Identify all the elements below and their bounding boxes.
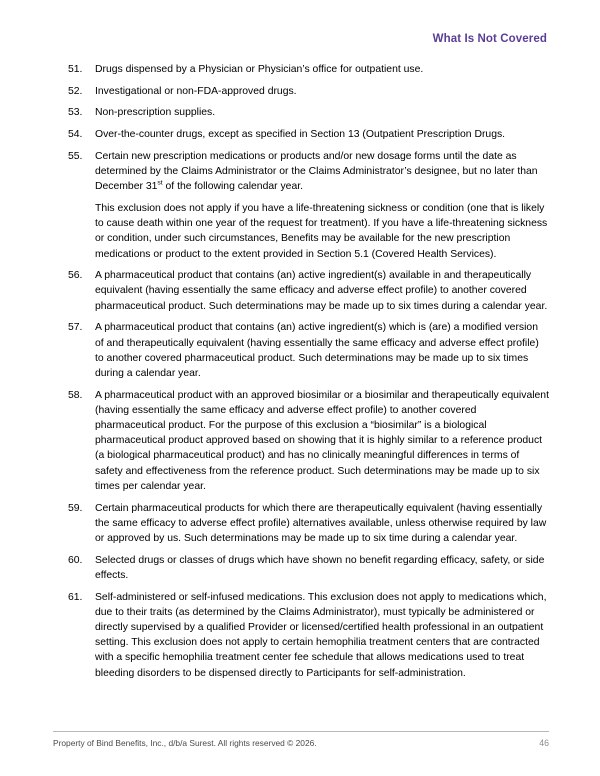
page-header-title: What Is Not Covered [432, 33, 547, 45]
exclusions-list [53, 62, 549, 687]
list-item [53, 501, 549, 547]
list-item-number: 52. [68, 85, 83, 97]
page-footer [53, 731, 549, 748]
list-item-body [95, 84, 549, 99]
list-item-number: 53. [68, 107, 83, 119]
list-item [53, 127, 549, 142]
list-item-text: Investigational or non-FDA-approved drugs. [95, 85, 297, 97]
list-item-number: 56. [68, 270, 83, 282]
footer-page-number: 46 [539, 738, 549, 748]
list-item [53, 388, 549, 494]
list-item-text: Over-the-counter drugs, except as specified in Section 13 (Outpatient Prescription Drugs. [95, 129, 506, 141]
list-item-body [95, 553, 549, 583]
list-item-number: 51. [68, 64, 83, 75]
list-item-number: 58. [68, 389, 83, 401]
list-item-body [95, 590, 549, 681]
list-item-number: 54. [68, 129, 83, 141]
list-item [53, 553, 549, 583]
list-item [53, 105, 549, 120]
footer-copyright: Property of Bind Benefits, Inc., d/b/a Surest. All rights reserved © 2026. [53, 738, 317, 748]
list-item [53, 268, 549, 314]
list-item-number: 57. [68, 322, 83, 334]
list-item-number: 59. [68, 502, 83, 514]
list-item-body [95, 268, 549, 314]
list-item-body [95, 501, 549, 547]
list-item [53, 320, 549, 381]
list-item-body [95, 388, 549, 494]
list-item [53, 149, 549, 262]
list-item-number: 60. [68, 554, 83, 566]
list-item [53, 84, 549, 99]
list-item-text: A pharmaceutical product with an approved biosimilar or a biosimilar and therapeutically equivalent (having essentially the same efficacy and adverse effect profile) to another covered pharmaceutical product. For the purpose of this exclusion a “biosimilar” is a biological pharmaceutical product approved based on showing that it is highly similar to a reference product (a biological pharmaceutical product) and has no clinically meaningful differences in terms of safety and effectiveness from the reference product. Such determinations may be made up to six times per calendar year. [95, 389, 549, 492]
list-item-number: 61. [68, 591, 83, 603]
list-item-text: Certain new prescription medications or products and/or new dosage forms until the date as determined by the Claims Administrator or the Claims Administrator’s designee, but no later than December 31st of the following calendar year. [95, 150, 538, 193]
list-item-subparagraph: This exclusion does not apply if you have a life-threatening sickness or condition (one that is likely to cause death within one year of the request for treatment). If you have a life-threatening sickness or condition, under such circumstances, Benefits may be available for the new prescription medications or product to the extent provided in Section 5.1 (Covered Health Services). [95, 202, 548, 260]
list-item-number: 55. [68, 150, 83, 162]
list-item [53, 62, 549, 77]
list-item-body [95, 105, 549, 120]
list-item [53, 590, 549, 681]
list-item-text: Selected drugs or classes of drugs which have shown no benefit regarding efficacy, safety, or side effects. [95, 554, 545, 581]
list-item-text: A pharmaceutical product that contains (an) active ingredient(s) which is (are) a modified version of and therapeutically equivalent (having essentially the same efficacy and adverse effect profile) to another covered pharmaceutical product. Such determinations may be made up to six times during a calendar year. [95, 322, 539, 379]
list-item-text: Drugs dispensed by a Physician or Physician’s office for outpatient use. [95, 64, 424, 75]
list-item-text: Certain pharmaceutical products for which there are therapeutically equivalent (having essentially the same efficacy to adverse effect profile) alternatives available, unless otherwise required by law or approved by us. Such determinations may be made up to six time during a calendar year. [95, 502, 547, 544]
list-item-text: Self-administered or self-infused medications. This exclusion does not apply to medications which, due to their traits (as determined by the Claims Administrator), must typically be administered or directly supervised by a qualified Provider or licensed/certified health professional in an outpatient setting. This exclusion does not apply to certain hemophilia treatment centers that are contracted with a specific hemophilia treatment center fee schedule that allows medications used to treat bleeding disorders to be dispensed directly to Participants for self-administration. [95, 591, 547, 679]
list-item-body [95, 62, 549, 77]
list-item-body [95, 127, 549, 142]
list-item-text: A pharmaceutical product that contains (an) active ingredient(s) available in and therapeutically equivalent (having essentially the same efficacy and adverse effect profile) to another covered pharmaceutical product. Such determinations may be made up to six times during a calendar year. [95, 270, 548, 312]
list-item-body [95, 320, 549, 381]
list-item-text: Non-prescription supplies. [95, 107, 216, 119]
list-item-body [95, 149, 549, 262]
